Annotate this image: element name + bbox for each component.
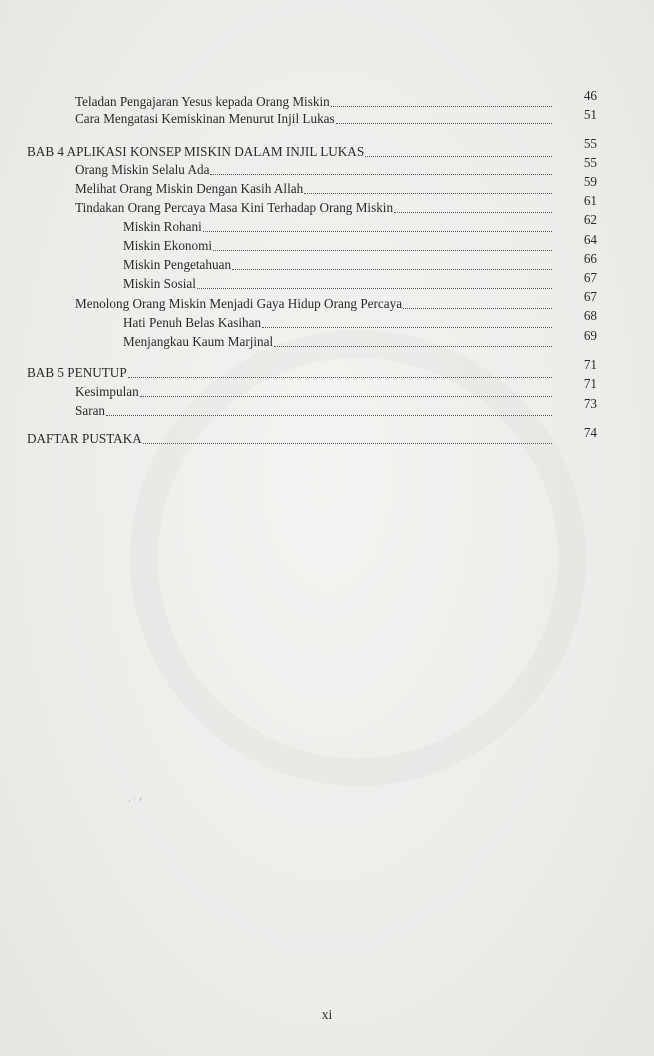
toc-entry-label: Miskin Ekonomi <box>123 238 213 253</box>
dot-leader <box>197 287 552 289</box>
dot-leader <box>106 414 552 416</box>
dot-leader <box>331 105 552 107</box>
toc-entry <box>75 199 553 217</box>
dot-leader <box>203 230 552 232</box>
toc-entry-label: BAB 5 PENUTUP <box>27 365 127 380</box>
toc-entry <box>75 180 553 198</box>
toc-entry <box>123 333 553 351</box>
toc-entry-page: 67 <box>583 270 597 285</box>
dot-leader <box>394 211 552 213</box>
toc-entry-page: 74 <box>583 425 597 440</box>
dot-leader <box>210 173 552 175</box>
dot-leader <box>232 268 552 270</box>
toc-entry-page: 71 <box>583 376 597 391</box>
toc-entry-label: Teladan Pengajaran Yesus kepada Orang Miskin <box>75 94 330 109</box>
toc-entry <box>123 237 553 255</box>
toc-entry-label: Miskin Sosial <box>123 276 196 291</box>
toc-entry-page: 61 <box>583 193 597 208</box>
toc-entry <box>123 256 553 274</box>
toc-entry-label: Melihat Orang Miskin Dengan Kasih Allah <box>75 181 304 196</box>
toc-entry-page: 68 <box>583 308 597 323</box>
toc-entry-label: Saran <box>75 403 106 418</box>
toc-entry-page: 64 <box>583 232 597 247</box>
toc-entry-label: Menjangkau Kaum Marjinal <box>123 334 274 349</box>
toc-entry <box>75 110 553 128</box>
toc-entry <box>75 295 553 313</box>
toc-entry-label: Tindakan Orang Percaya Masa Kini Terhadap Orang Miskin <box>75 200 394 215</box>
scan-speck: · ˈ ᐟ <box>128 796 143 806</box>
dot-leader <box>304 192 552 194</box>
toc-chapter <box>27 143 553 161</box>
toc-entry <box>123 314 553 332</box>
dot-leader <box>140 395 552 397</box>
toc-entry-page: 67 <box>583 289 597 304</box>
dot-leader <box>274 345 552 347</box>
dot-leader <box>365 155 552 157</box>
toc-entry-label: DAFTAR PUSTAKA <box>27 431 142 446</box>
toc-entry-label: Miskin Pengetahuan <box>123 257 232 272</box>
dot-leader <box>128 376 552 378</box>
toc-entry <box>123 218 553 236</box>
toc-chapter <box>27 430 553 448</box>
toc-entry-page: 55 <box>583 136 597 151</box>
page-number: xi <box>321 1007 333 1022</box>
toc-entry-page: 46 <box>583 88 597 103</box>
toc-entry-page: 59 <box>583 174 597 189</box>
toc-entry-page: 51 <box>583 107 597 122</box>
toc-entry-label: Menolong Orang Miskin Menjadi Gaya Hidup Orang Percaya <box>75 296 403 311</box>
dot-leader <box>336 122 552 124</box>
toc-entry-page: 62 <box>583 212 597 227</box>
dot-leader <box>403 307 552 309</box>
toc-entry-label: Hati Penuh Belas Kasihan <box>123 315 262 330</box>
toc-entry-label: Orang Miskin Selalu Ada <box>75 162 210 177</box>
toc-entry-label: Kesimpulan <box>75 384 139 399</box>
toc-entry-label: Cara Mengatasi Kemiskinan Menurut Injil Lukas <box>75 111 335 126</box>
toc-entry-page: 71 <box>583 357 597 372</box>
dot-leader <box>262 326 552 328</box>
dot-leader <box>143 442 552 444</box>
toc-entry <box>75 402 553 420</box>
toc-entry-page: 69 <box>583 328 597 343</box>
toc-entry-label: Miskin Rohani <box>123 219 202 234</box>
toc-entry <box>75 93 553 111</box>
toc-entry-page: 66 <box>583 251 597 266</box>
toc-entry-label: BAB 4 APLIKASI KONSEP MISKIN DALAM INJIL LUKAS <box>27 144 365 159</box>
dot-leader <box>213 249 552 251</box>
toc-entry <box>123 275 553 293</box>
toc-entry <box>75 161 553 179</box>
toc-entry-page: 73 <box>583 396 597 411</box>
toc-entry-page: 55 <box>583 155 597 170</box>
toc-entry <box>75 383 553 401</box>
toc-chapter <box>27 364 553 382</box>
